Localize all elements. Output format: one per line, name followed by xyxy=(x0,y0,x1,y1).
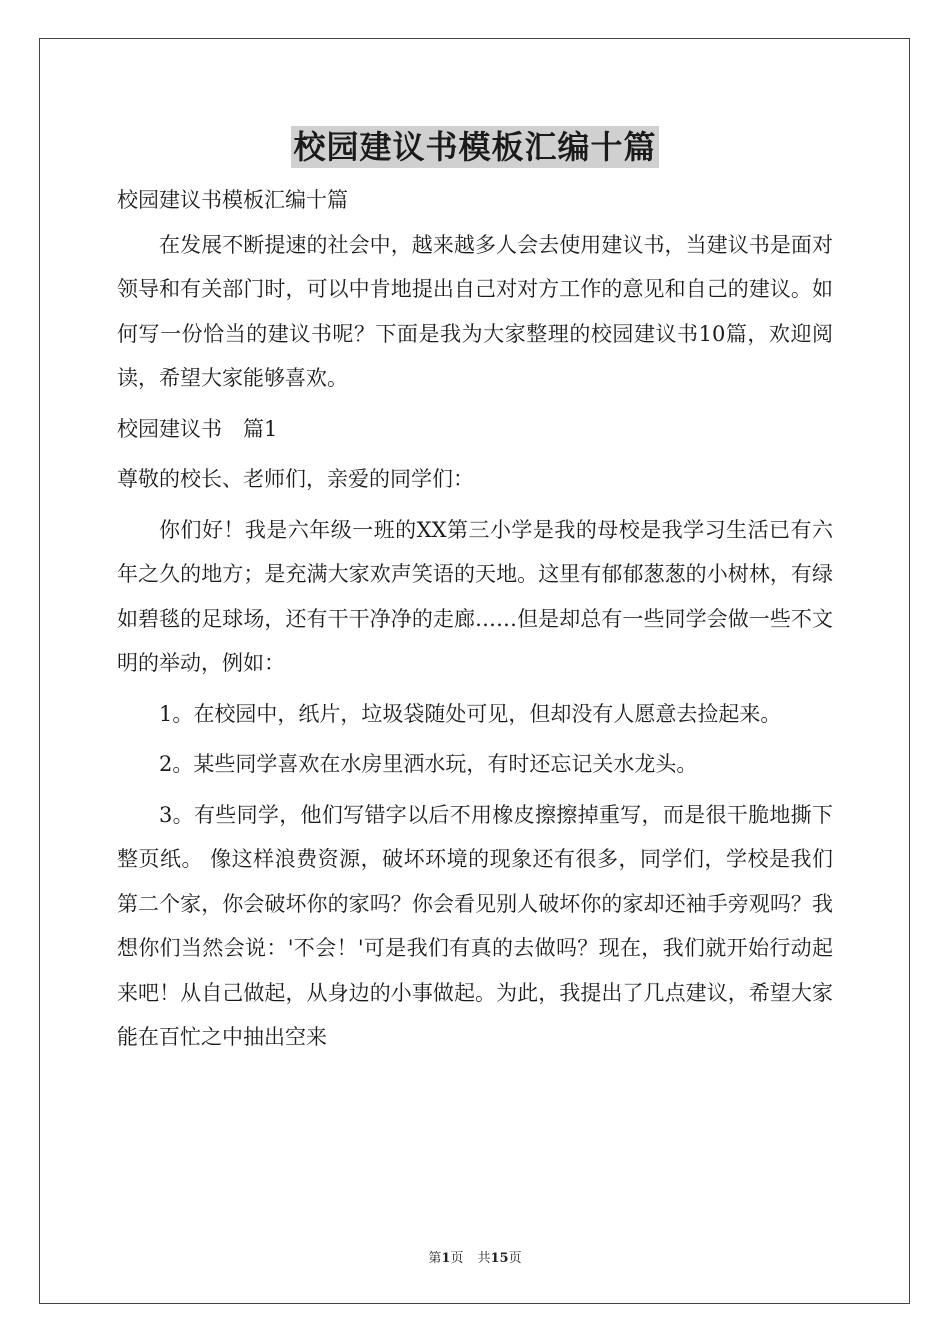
page-footer xyxy=(0,1247,950,1266)
document-body xyxy=(117,178,833,1060)
total-suffix: 页 xyxy=(508,1251,522,1266)
salutation: 尊敬的校长、老师们，亲爱的同学们： xyxy=(117,467,474,491)
section-heading: 校园建议书 篇1 xyxy=(117,416,278,441)
page-current: 1 xyxy=(441,1251,451,1266)
intro-paragraph: 在发展不断提速的社会中，越来越多人会去使用建议书，当建议书是面对领导和有关部门时，可以中肯地提出自己对对方工作的意见和自己的建议。如何写一份恰当的建议书呢？下面是我为大家整理的校园建议书10篇，欢迎阅读，希望大家能够喜欢。 xyxy=(117,232,833,390)
page-prefix: 第 xyxy=(428,1251,442,1266)
body-paragraph: 你们好！我是六年级一班的XX第三小学是我的母校是我学习生活已有六年之久的地方；是充满大家欢声笑语的天地。这里有郁郁葱葱的小树林，有绿如碧毯的足球场，还有干干净净的走廊……但是却总有一些同学会做一些不文明的举动，例如： xyxy=(117,517,833,675)
list-item-2: 2。某些同学喜欢在水房里洒水玩，有时还忘记关水龙头。 xyxy=(159,752,698,776)
page-total: 15 xyxy=(490,1251,509,1266)
subtitle-line: 校园建议书模板汇编十篇 xyxy=(117,188,348,212)
document-title: 校园建议书模板汇编十篇 xyxy=(293,128,657,166)
total-prefix: 共 xyxy=(477,1251,491,1266)
list-item-1: 1。在校园中，纸片，垃圾袋随处可见，但却没有人愿意去捡起来。 xyxy=(159,701,782,726)
title-container xyxy=(0,126,950,168)
page-suffix: 页 xyxy=(450,1251,464,1266)
list-item-3: 3。有些同学，他们写错字以后不用橡皮擦擦掉重写，而是很干脆地撕下整页纸。 像这样浪费资源，破坏环境的现象还有很多，同学们，学校是我们第二个家，你会破坏你的家吗？你会看见别人破坏你的家却还袖手旁观吗？我想你们当然会说：'不会！'可是我们有真的去做吗？现在，我们就开始行动起来吧！从自己做起，从身边的小事做起。为此，我提出了几点建议，希望大家能在百忙之中抽出空来 xyxy=(117,802,833,1049)
